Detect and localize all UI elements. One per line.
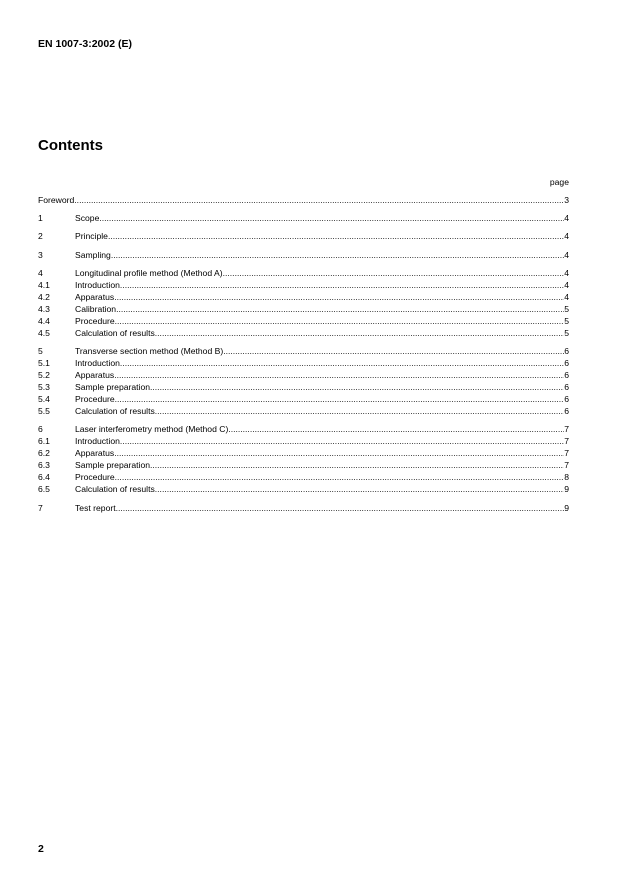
toc-section-number: 4 — [38, 268, 43, 278]
toc-section-number: 3 — [38, 250, 43, 260]
toc-entry[interactable] — [38, 328, 569, 339]
toc-page-number: 4 — [564, 268, 569, 278]
toc-entry[interactable] — [38, 503, 569, 514]
toc-section-title: Principle — [75, 231, 108, 241]
toc-section-title: Apparatus — [75, 292, 115, 302]
toc-page-number: 4 — [564, 231, 569, 241]
toc-entry[interactable] — [38, 460, 569, 471]
toc-entry[interactable] — [38, 292, 569, 303]
toc-entry[interactable] — [38, 436, 569, 447]
toc-section-title: Introduction — [75, 358, 120, 368]
toc-dot-leader — [116, 304, 564, 315]
toc-page-number: 4 — [564, 292, 569, 302]
toc-dot-leader — [115, 394, 565, 405]
toc-section-title: Sample preparation — [75, 382, 151, 392]
toc-section-number: 4.5 — [38, 328, 50, 338]
toc-entry[interactable] — [38, 304, 569, 315]
toc-section-title: Introduction — [75, 436, 120, 446]
toc-entry[interactable] — [38, 268, 569, 279]
toc-section-number: 5.2 — [38, 370, 50, 380]
toc-section-number: 6.3 — [38, 460, 50, 470]
toc-dot-leader — [114, 370, 564, 381]
toc-section-title: Sampling — [75, 250, 111, 260]
toc-section-title: Laser interferometry method (Method C) — [75, 424, 229, 434]
toc-section-title: Procedure — [75, 394, 115, 404]
toc-entry[interactable] — [38, 382, 569, 393]
document-id-header: EN 1007-3:2002 (E) — [38, 38, 132, 50]
toc-dot-leader — [116, 503, 565, 514]
toc-dot-leader — [223, 268, 565, 279]
toc-dot-leader — [99, 213, 564, 224]
toc-section-number: 6.1 — [38, 436, 50, 446]
toc-section-number: 4.4 — [38, 316, 50, 326]
toc-entry[interactable] — [38, 472, 569, 483]
toc-page-number: 4 — [564, 213, 569, 223]
toc-dot-leader — [115, 472, 565, 483]
toc-entry[interactable] — [38, 370, 569, 381]
toc-section-number: 5.5 — [38, 406, 50, 416]
toc-section-title: Calculation of results — [75, 328, 155, 338]
toc-section-number: 6 — [38, 424, 43, 434]
toc-section-number: 4.2 — [38, 292, 50, 302]
toc-page-number: 7 — [564, 436, 569, 446]
toc-section-number: 5.1 — [38, 358, 50, 368]
toc-page-number: 6 — [564, 370, 569, 380]
toc-dot-leader — [150, 460, 564, 471]
toc-section-number: 5.4 — [38, 394, 50, 404]
toc-section-title: Calculation of results — [75, 406, 155, 416]
toc-section-title: Introduction — [75, 280, 120, 290]
toc-entry[interactable] — [38, 406, 569, 417]
toc-page-number: 7 — [564, 448, 569, 458]
toc-page-number: 9 — [564, 484, 569, 494]
toc-page-number: 6 — [564, 346, 569, 356]
toc-entry[interactable] — [38, 195, 569, 206]
toc-section-title: Test report — [75, 503, 116, 513]
toc-section-title: Longitudinal profile method (Method A) — [75, 268, 223, 278]
toc-section-title: Procedure — [75, 472, 115, 482]
toc-section-number: 5 — [38, 346, 43, 356]
toc-entry[interactable] — [38, 448, 569, 459]
toc-dot-leader — [155, 406, 564, 417]
toc-entry[interactable] — [38, 424, 569, 435]
toc-dot-leader — [155, 484, 564, 495]
page-column-label: page — [549, 177, 569, 187]
page-number: 2 — [38, 843, 44, 855]
toc-section-title: Procedure — [75, 316, 115, 326]
toc-section-title: Calibration — [75, 304, 117, 314]
toc-page-number: 4 — [564, 280, 569, 290]
toc-section-number: 4.3 — [38, 304, 50, 314]
toc-section-title: Apparatus — [75, 448, 115, 458]
toc-section-number: 6.4 — [38, 472, 50, 482]
toc-page-number: 5 — [564, 316, 569, 326]
toc-entry[interactable] — [38, 358, 569, 369]
toc-entry[interactable] — [38, 316, 569, 327]
toc-section-number: 2 — [38, 231, 43, 241]
toc-entry[interactable] — [38, 346, 569, 357]
toc-entry[interactable] — [38, 231, 569, 242]
toc-section-title: Scope — [75, 213, 100, 223]
toc-page-number: 4 — [564, 250, 569, 260]
toc-page-number: 7 — [564, 424, 569, 434]
toc-section-number: 5.3 — [38, 382, 50, 392]
toc-dot-leader — [74, 195, 564, 206]
toc-section-number: 6.2 — [38, 448, 50, 458]
toc-section-number: 7 — [38, 503, 43, 513]
toc-page-number: 8 — [564, 472, 569, 482]
toc-section-number: 4.1 — [38, 280, 50, 290]
toc-dot-leader — [114, 448, 564, 459]
toc-section-number: 1 — [38, 213, 43, 223]
toc-section-number: 6.5 — [38, 484, 50, 494]
toc-dot-leader — [120, 280, 564, 291]
toc-page-number: 9 — [564, 503, 569, 513]
toc-dot-leader — [150, 382, 564, 393]
toc-page-number: 6 — [564, 406, 569, 416]
toc-section-title: Apparatus — [75, 370, 115, 380]
toc-dot-leader — [120, 358, 564, 369]
toc-dot-leader — [223, 346, 564, 357]
toc-entry[interactable] — [38, 484, 569, 495]
toc-page-number: 5 — [564, 328, 569, 338]
toc-page-number: 6 — [564, 358, 569, 368]
toc-page-number: 7 — [564, 460, 569, 470]
toc-dot-leader — [115, 316, 565, 327]
toc-section-title: Calculation of results — [75, 484, 155, 494]
toc-dot-leader — [114, 292, 564, 303]
toc-section-title: Foreword — [38, 195, 75, 205]
toc-dot-leader — [155, 328, 564, 339]
toc-entry[interactable] — [38, 280, 569, 291]
toc-dot-leader — [108, 231, 564, 242]
toc-dot-leader — [120, 436, 564, 447]
toc-page-number: 6 — [564, 382, 569, 392]
toc-entry[interactable] — [38, 394, 569, 405]
toc-section-title: Sample preparation — [75, 460, 151, 470]
toc-page-number: 5 — [564, 304, 569, 314]
toc-dot-leader — [228, 424, 564, 435]
toc-section-title: Transverse section method (Method B) — [75, 346, 224, 356]
toc-page-number: 3 — [564, 195, 569, 205]
toc-entry[interactable] — [38, 250, 569, 261]
toc-dot-leader — [111, 250, 564, 261]
toc-entry[interactable] — [38, 213, 569, 224]
toc-page-number: 6 — [564, 394, 569, 404]
contents-heading: Contents — [38, 137, 103, 154]
